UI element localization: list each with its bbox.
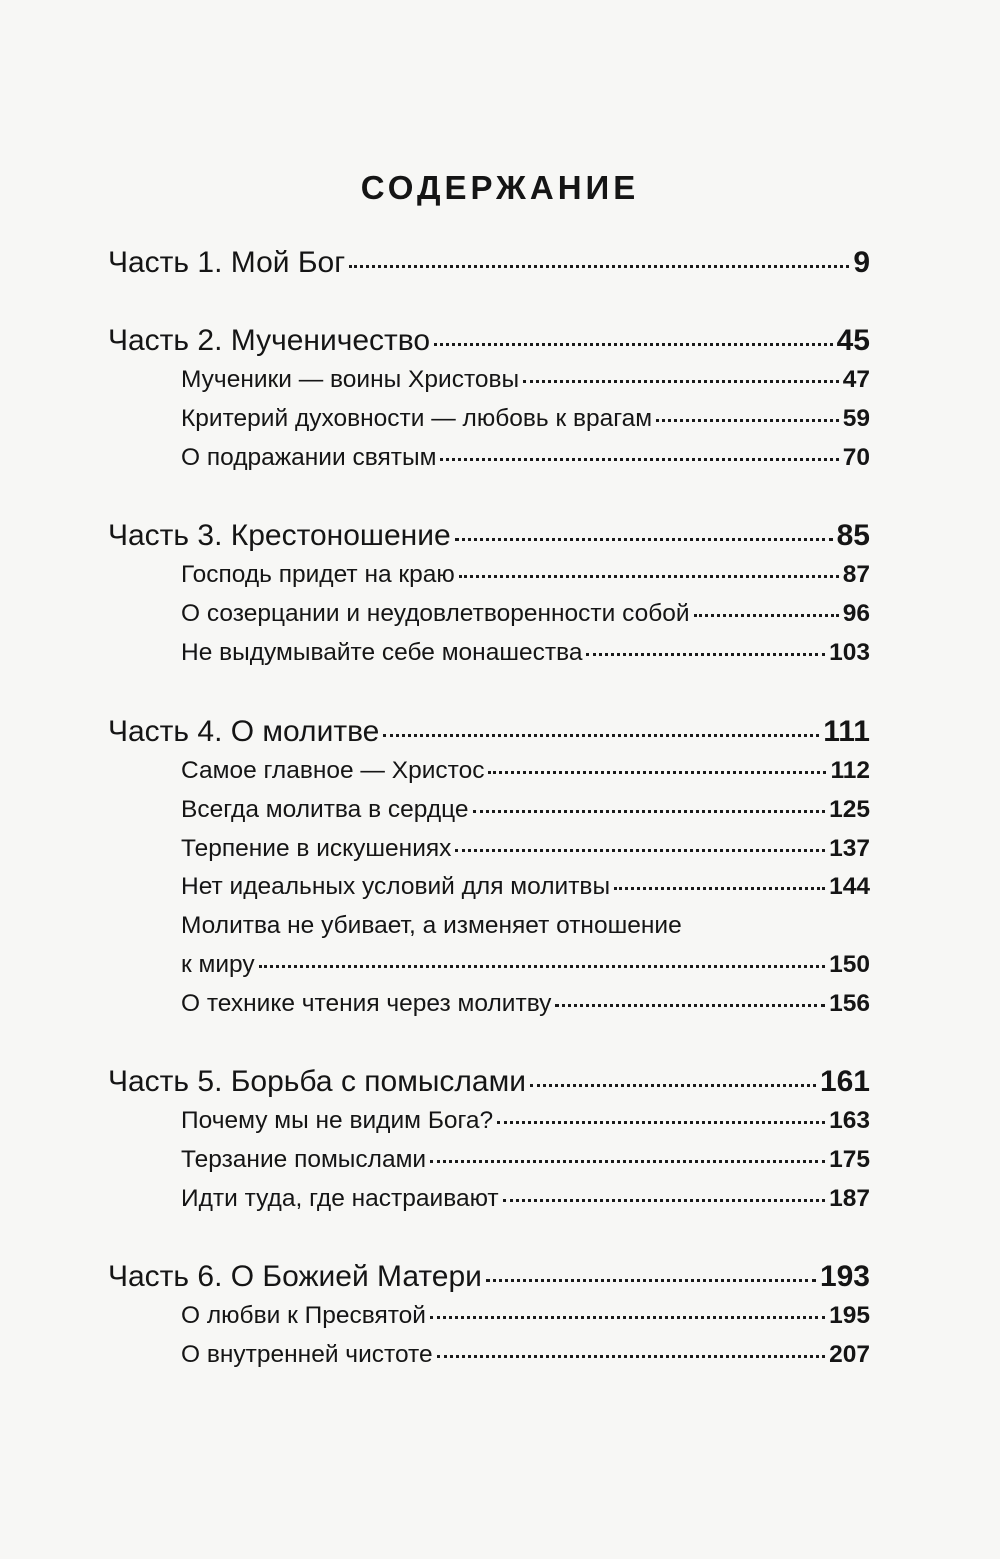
toc-part-5[interactable] xyxy=(108,1062,870,1102)
toc-chapter-label: О любви к Пресвятой xyxy=(181,1302,426,1329)
toc-page-number: 207 xyxy=(829,1341,870,1368)
dot-leader xyxy=(259,965,825,968)
toc-page-number: 45 xyxy=(836,324,870,357)
toc-page-number: 125 xyxy=(829,796,870,823)
toc-page-number: 47 xyxy=(842,366,870,393)
toc-chapter[interactable] xyxy=(181,1298,870,1334)
dot-leader xyxy=(656,419,839,422)
toc-chapter-label: Не выдумывайте себе монашества xyxy=(181,639,583,666)
toc-chapter[interactable] xyxy=(181,596,870,632)
toc-page-number: 137 xyxy=(829,835,870,862)
dot-leader xyxy=(440,458,838,461)
dot-leader xyxy=(430,1316,825,1319)
toc-part-3[interactable] xyxy=(108,516,870,556)
dot-leader xyxy=(488,771,826,774)
dot-leader xyxy=(497,1121,825,1124)
toc-chapter-label: Терзание помыслами xyxy=(181,1146,427,1173)
toc-page-number: 9 xyxy=(853,246,870,279)
toc-part-label: Часть 3. Крестоношение xyxy=(108,519,451,552)
toc-chapter-label: Критерий духовности — любовь к врагам xyxy=(181,405,653,432)
toc-chapter-label: Господь придет на краю xyxy=(181,561,455,588)
toc-page-number: 156 xyxy=(829,990,870,1017)
toc-chapter[interactable] xyxy=(181,792,870,828)
dot-leader xyxy=(503,1199,825,1202)
toc-chapter-label: О технике чтения через молитву xyxy=(181,990,552,1017)
toc-chapter[interactable] xyxy=(181,440,870,476)
toc-chapter[interactable] xyxy=(181,1103,870,1139)
dot-leader xyxy=(614,887,825,890)
toc-chapter[interactable] xyxy=(181,753,870,789)
toc-part-2[interactable] xyxy=(108,321,870,361)
toc-chapter-label: Мученики — воины Христовы xyxy=(181,366,520,393)
toc-chapter-label-line1[interactable]: Молитва не убивает, а изменяет отношение xyxy=(181,912,682,939)
toc-part-6[interactable] xyxy=(108,1257,870,1297)
toc-chapter-label: Всегда молитва в сердце xyxy=(181,796,469,823)
toc-chapter[interactable] xyxy=(181,1181,870,1217)
page-title: СОДЕРЖАНИЕ xyxy=(360,169,640,206)
toc-page-number: 193 xyxy=(819,1260,870,1293)
dot-leader xyxy=(459,575,839,578)
dot-leader xyxy=(430,1160,825,1163)
dot-leader xyxy=(455,538,833,541)
toc-chapter[interactable] xyxy=(181,986,870,1022)
toc-chapter[interactable] xyxy=(181,635,870,671)
dot-leader xyxy=(523,380,839,383)
toc-part-1[interactable] xyxy=(108,243,870,283)
toc-page-number: 144 xyxy=(829,873,870,900)
toc-page-number: 161 xyxy=(819,1065,870,1098)
dot-leader xyxy=(437,1355,825,1358)
dot-leader xyxy=(383,734,819,737)
dot-leader xyxy=(586,653,825,656)
toc-part-label: Часть 1. Мой Бог xyxy=(108,246,346,279)
dot-leader xyxy=(349,265,849,268)
dot-leader xyxy=(694,614,839,617)
toc-page-number: 150 xyxy=(829,951,870,978)
toc-part-label: Часть 5. Борьба с помыслами xyxy=(108,1065,526,1098)
toc-chapter[interactable] xyxy=(181,362,870,398)
dot-leader xyxy=(555,1004,825,1007)
toc-page-number: 187 xyxy=(829,1185,870,1212)
toc-chapter[interactable] xyxy=(181,831,870,867)
toc-chapter-label: Идти туда, где настраивают xyxy=(181,1185,499,1212)
toc-part-label: Часть 2. Мученичество xyxy=(108,324,431,357)
toc-part-4[interactable] xyxy=(108,712,870,752)
toc-page-number: 195 xyxy=(829,1302,870,1329)
toc-chapter-label: к миру xyxy=(181,951,255,978)
toc-chapter[interactable] xyxy=(181,947,870,983)
toc-chapter[interactable] xyxy=(181,557,870,593)
toc-chapter[interactable] xyxy=(181,401,870,437)
toc-page-number: 85 xyxy=(836,519,870,552)
toc-page-number: 175 xyxy=(829,1146,870,1173)
toc-chapter-label: Самое главное — Христос xyxy=(181,757,485,784)
toc-chapter-label: О созерцании и неудовлетворенности собой xyxy=(181,600,690,627)
dot-leader xyxy=(434,343,833,346)
toc-page-number: 111 xyxy=(823,715,870,748)
toc-page-number: 59 xyxy=(842,405,870,432)
toc-page-number: 103 xyxy=(829,639,870,666)
toc-chapter-label: О подражании святым xyxy=(181,444,437,471)
dot-leader xyxy=(473,810,826,813)
dot-leader xyxy=(486,1279,816,1282)
toc-page-number: 163 xyxy=(829,1107,870,1134)
toc-chapter[interactable] xyxy=(181,1142,870,1178)
toc-chapter-label: О внутренней чистоте xyxy=(181,1341,433,1368)
toc-part-label: Часть 4. О молитве xyxy=(108,715,380,748)
dot-leader xyxy=(455,849,825,852)
toc-chapter-label: Терпение в искушениях xyxy=(181,835,452,862)
toc-part-label: Часть 6. О Божией Матери xyxy=(108,1260,482,1293)
toc-chapter-label: Нет идеальных условий для молитвы xyxy=(181,873,611,900)
toc-chapter-label: Почему мы не видим Бога? xyxy=(181,1107,494,1134)
toc-page-number: 112 xyxy=(830,757,870,784)
toc-chapter[interactable] xyxy=(181,869,870,905)
toc-page-number: 70 xyxy=(842,444,870,471)
toc-page-number: 96 xyxy=(842,600,870,627)
toc-page-number: 87 xyxy=(842,561,870,588)
dot-leader xyxy=(530,1084,816,1087)
toc-chapter[interactable] xyxy=(181,1337,870,1373)
